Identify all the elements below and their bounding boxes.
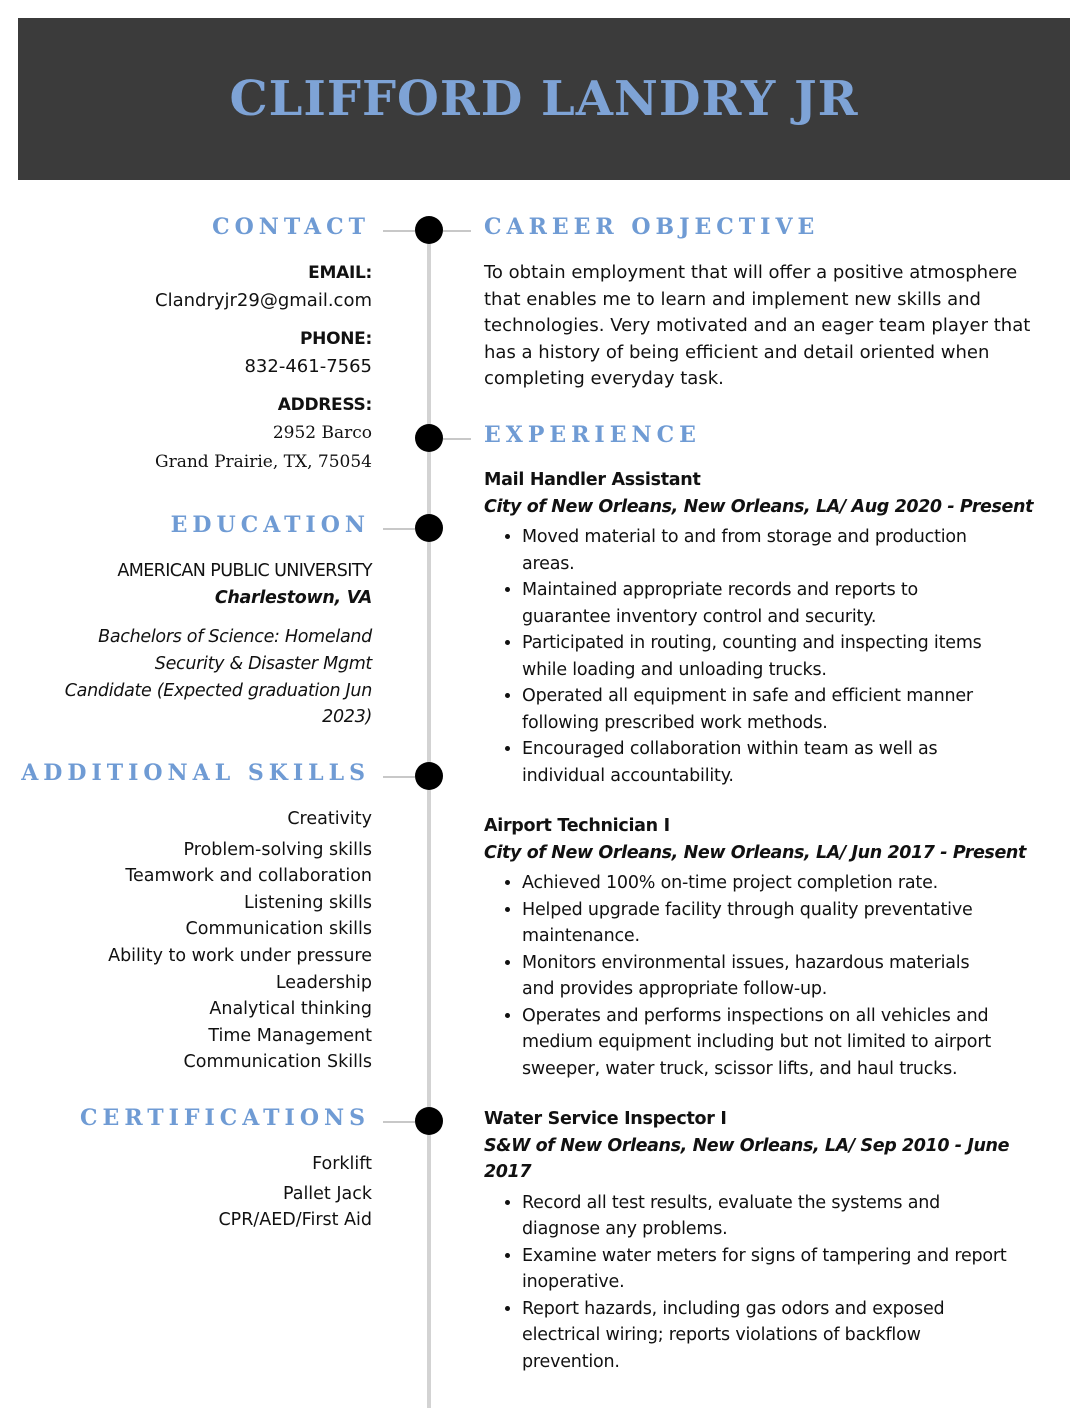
section-heading-education: EDUCATION: [170, 512, 370, 538]
header-banner: [18, 18, 1070, 180]
skill-item: Analytical thinking: [209, 999, 372, 1020]
job-entry: [484, 1106, 1044, 1375]
skill-item: Time Management: [208, 1025, 372, 1046]
section-heading-experience: EXPERIENCE: [484, 422, 701, 448]
connector-experience: [443, 438, 471, 440]
job-bullet: • Encouraged collaboration within team as well as individual accountability.: [522, 736, 1044, 789]
job-bullet: • Maintained appropriate records and reports to guarantee inventory control and security.: [522, 577, 1044, 630]
connector-contact: [383, 230, 415, 232]
skill-item: Listening skills: [243, 892, 372, 913]
objective-line: has a history of being efficient and detail oriented when: [484, 341, 990, 363]
skill-item: Teamwork and collaboration: [125, 866, 372, 887]
job-organization: City of New Orleans, New Orleans, LA/ Aug 2020 - Present: [484, 496, 1034, 517]
connector-skills: [383, 776, 415, 778]
connector-objective: [443, 230, 471, 232]
job-bullet: • Participated in routing, counting and inspecting items while loading and unloading trucks.: [522, 630, 1044, 683]
skill-item: Leadership: [275, 972, 372, 993]
timeline-dot-certifications: [415, 1107, 443, 1135]
objective-line: To obtain employment that will offer a positive atmosphere: [484, 262, 1018, 283]
degree-description: [65, 624, 372, 731]
job-bullet: • Monitors environmental issues, hazardous materials and provides appropriate follow-up.: [522, 950, 1044, 1003]
section-heading-skills: ADDITIONAL SKILLS: [21, 760, 370, 786]
timeline-line: [427, 232, 431, 1408]
timeline-dot-skills: [415, 762, 443, 790]
job-organization: S&W of New Orleans, New Orleans, LA/ Sep 2010 - June 2017: [484, 1135, 1010, 1182]
skill-item: Ability to work under pressure: [108, 945, 372, 966]
certification-item: Pallet Jack: [282, 1183, 372, 1204]
timeline-dot-contact: [415, 216, 443, 244]
contact-block: [155, 260, 372, 477]
section-heading-contact: CONTACT: [212, 214, 370, 240]
objective-text: [484, 260, 1044, 393]
skill-item: Communication Skills: [183, 1052, 372, 1073]
job-title: Mail Handler Assistant: [484, 470, 701, 490]
job-bullet: • Moved material to and from storage and production areas.: [522, 524, 1044, 577]
job-entry: [484, 467, 1044, 789]
degree-line: 2023): [322, 707, 372, 728]
job-bullet: • Helped upgrade facility through quality preventative maintenance.: [522, 897, 1044, 950]
job-bullets: [484, 1190, 1044, 1376]
phone-value[interactable]: 832-461-7565: [244, 356, 372, 377]
timeline-dot-education: [415, 514, 443, 542]
objective-line: completing everyday task.: [484, 368, 724, 389]
certification-item: CPR/AED/First Aid: [218, 1210, 372, 1231]
objective-line: technologies. Very motivated and an eager team player that: [484, 315, 1031, 336]
resume-name: CLIFFORD LANDRY JR: [229, 71, 859, 127]
job-title: Water Service Inspector I: [484, 1109, 727, 1129]
address-line-1: 2952 Barco: [272, 423, 372, 443]
email-value[interactable]: Clandryjr29@gmail.com: [155, 290, 372, 311]
education-block: [65, 558, 372, 731]
skill-item: Communication skills: [185, 919, 372, 940]
job-bullets: [484, 870, 1044, 1082]
section-heading-objective: CAREER OBJECTIVE: [484, 214, 820, 240]
school-location: Charlestown, VA: [214, 588, 372, 608]
address-label: ADDRESS:: [277, 395, 372, 415]
job-bullet: • Operated all equipment in safe and efficient manner following prescribed work methods.: [522, 683, 1044, 736]
phone-label: PHONE:: [300, 329, 372, 349]
job-bullet: • Operates and performs inspections on all vehicles and medium equipment including but not limited to airport sweeper, water truck, scissor lifts, and haul trucks.: [522, 1003, 1044, 1083]
objective-line: that enables me to learn and implement new skills and: [484, 288, 981, 310]
job-bullet: • Examine water meters for signs of tampering and report inoperative.: [522, 1243, 1044, 1296]
degree-line: Candidate (Expected graduation Jun: [64, 680, 372, 701]
certification-item: Forklift: [312, 1154, 372, 1174]
job-bullet: • Report hazards, including gas odors and exposed electrical wiring; reports violations of backflow prevention.: [522, 1296, 1044, 1376]
certifications-list: [218, 1151, 372, 1234]
skills-list: [108, 806, 372, 1076]
email-label: EMAIL:: [308, 263, 372, 283]
job-title: Airport Technician I: [484, 816, 670, 836]
skill-item: Problem-solving skills: [183, 839, 372, 860]
address-line-2: Grand Prairie, TX, 75054: [155, 452, 372, 472]
degree-line: Bachelors of Science: Homeland: [98, 627, 372, 647]
job-entry: [484, 813, 1044, 1082]
job-bullet: • Record all test results, evaluate the systems and diagnose any problems.: [522, 1190, 1044, 1243]
section-heading-certifications: CERTIFICATIONS: [80, 1105, 370, 1131]
job-bullet: • Achieved 100% on-time project completion rate.: [522, 870, 1044, 897]
connector-education: [383, 528, 415, 530]
job-organization: City of New Orleans, New Orleans, LA/ Jun 2017 - Present: [484, 842, 1026, 863]
skill-item: Creativity: [287, 809, 372, 829]
timeline-dot-experience: [415, 424, 443, 452]
school-name: AMERICAN PUBLIC UNIVERSITY: [117, 561, 372, 581]
job-bullets: [484, 524, 1044, 789]
connector-certifications: [383, 1121, 415, 1123]
degree-line: Security & Disaster Mgmt: [154, 653, 372, 674]
